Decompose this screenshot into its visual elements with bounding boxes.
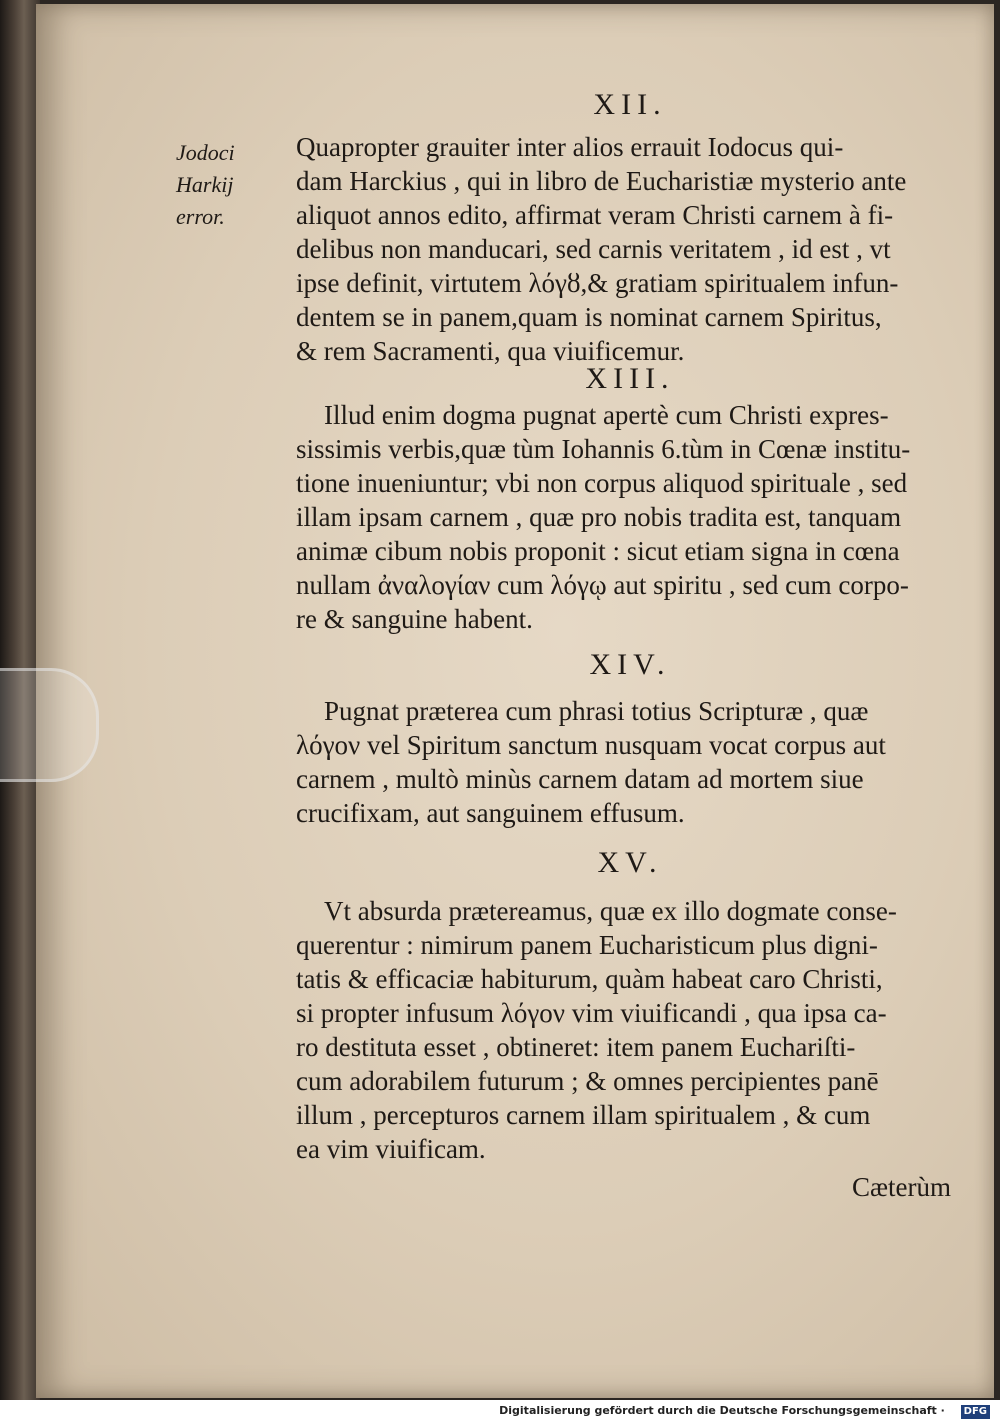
text-line: ipse definit, virtutem λόγȣ,& gratiam spiritualem infun- <box>296 268 899 298</box>
dfg-logo: DFG <box>961 1405 990 1419</box>
catchword: Cæterùm <box>852 1172 951 1202</box>
text-line: illam ipsam carnem , quæ pro nobis tradita est, tanquam <box>296 502 902 532</box>
text-line: nullam ἀναλογίαν cum λόγῳ aut spiritu , sed cum corpo- <box>296 570 909 600</box>
text-line: tione inueniuntur; vbi non corpus aliquod spirituale , sed <box>296 468 908 498</box>
margin-note-line: error. <box>176 204 225 229</box>
text-line: querentur : nimirum panem Eucharisticum plus digni- <box>296 930 878 960</box>
text-line: ro destituta esset , obtineret: item panem Euchariſti- <box>296 1032 856 1062</box>
text-line: carnem , multò minùs carnem datam ad mortem siue <box>296 764 864 794</box>
text-line: illum , percepturos carnem illam spiritualem , & cum <box>296 1100 871 1130</box>
section-heading: XIII. <box>585 362 675 395</box>
text-line: ea vim viuificam. <box>296 1134 486 1164</box>
text-line: dam Harckius , qui in libro de Eucharistiæ mysterio ante <box>296 166 907 196</box>
text-line: Illud enim dogma pugnat apertè cum Christi expres- <box>324 400 889 430</box>
text-line: animæ cibum nobis proponit : sicut etiam signa in cœna <box>296 536 900 566</box>
section-heading: XII. <box>593 88 667 121</box>
text-line: tatis & efficaciæ habiturum, quàm habeat caro Christi, <box>296 964 883 994</box>
text-line: sissimis verbis,quæ tùm Iohannis 6.tùm in Cœnæ institu- <box>296 434 911 464</box>
text-line: Quapropter grauiter inter alios errauit Iodocus qui- <box>296 132 844 162</box>
text-line: delibus non manducari, sed carnis veritatem , id est , vt <box>296 234 891 264</box>
text-line: aliquot annos edito, affirmat veram Christi carnem à fi- <box>296 200 894 230</box>
text-line: Pugnat præterea cum phrasi totius Scripturæ , quæ <box>324 696 869 726</box>
digitization-footer <box>0 1400 1000 1422</box>
section-heading: XV. <box>597 846 663 879</box>
page-clip <box>0 668 99 782</box>
text-line: cum adorabilem futurum ; & omnes percipientes panē <box>296 1066 879 1096</box>
section-heading: XIV. <box>589 648 671 681</box>
text-line: re & sanguine habent. <box>296 604 533 634</box>
footer-text: Digitalisierung gefördert durch die Deutsche Forschungsgemeinschaft · <box>499 1404 945 1417</box>
text-line: & rem Sacramenti, qua viuificemur. <box>296 336 685 366</box>
text-line: Vt absurda prætereamus, quæ ex illo dogmate conse- <box>324 896 897 926</box>
margin-note-line: Jodoci <box>176 140 235 165</box>
text-line: si propter infusum λόγον vim viuificandi , qua ipsa ca- <box>296 998 887 1028</box>
margin-note-line: Harkij <box>176 172 234 197</box>
text-line: crucifixam, aut sanguinem effusum. <box>296 798 685 828</box>
text-line: dentem se in panem,quam is nominat carnem Spiritus, <box>296 302 882 332</box>
text-line: λόγον vel Spiritum sanctum nusquam vocat corpus aut <box>296 730 886 760</box>
